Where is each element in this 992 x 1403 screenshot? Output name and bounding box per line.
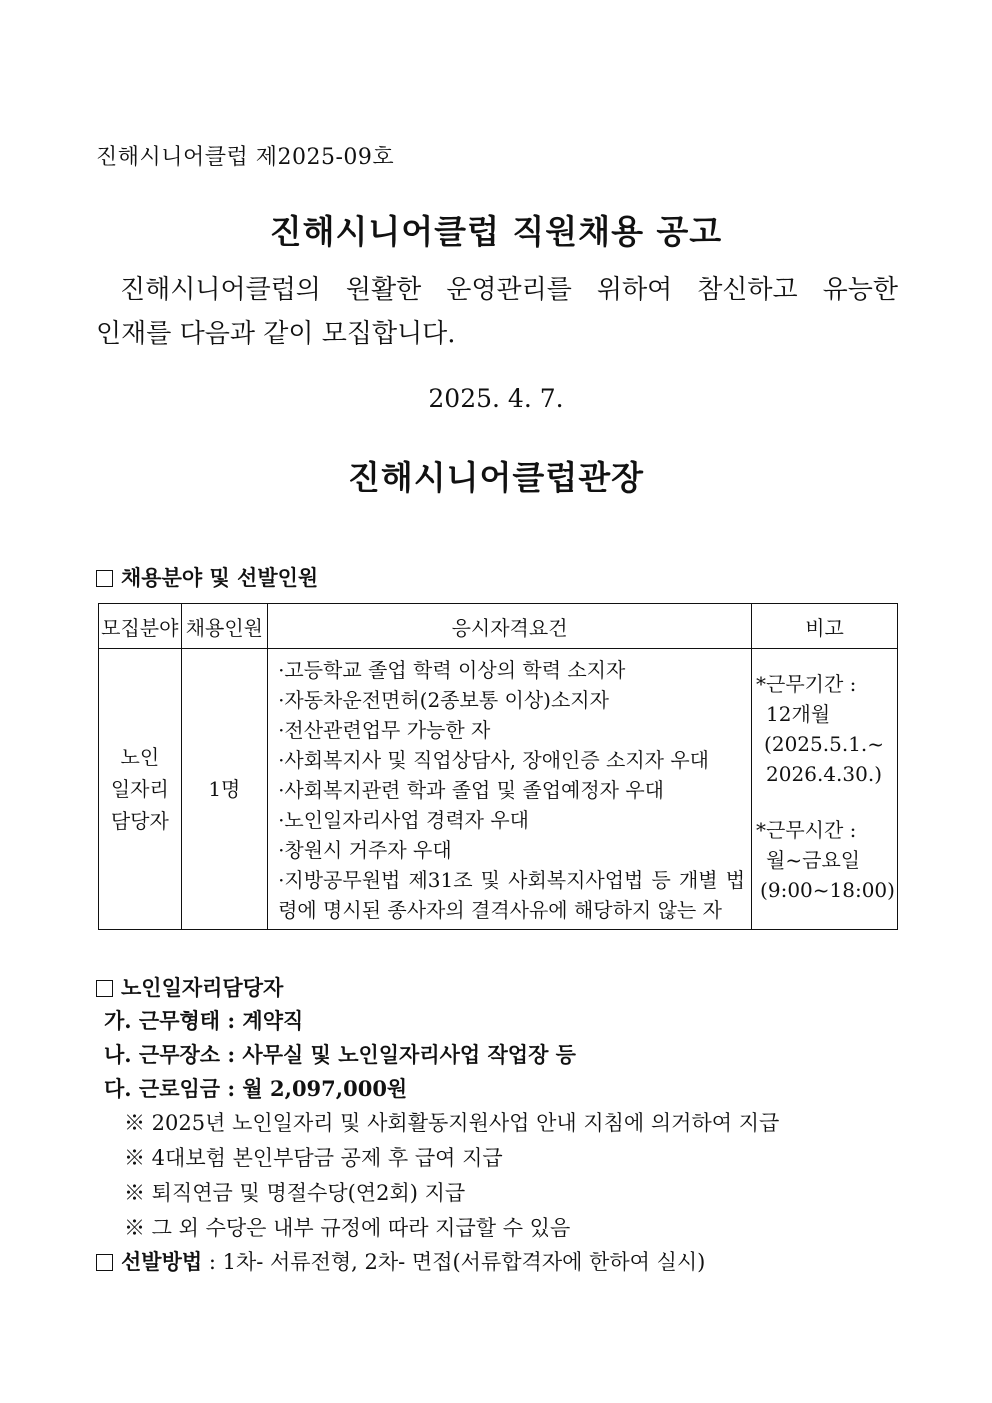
section-heading-text: 채용분야 및 선발인원 — [121, 565, 319, 590]
field-text: 노인 — [120, 745, 160, 769]
note-period-range: 2026.4.30.) — [766, 762, 882, 786]
note-period-range: (2025.5.1.~ — [764, 732, 885, 756]
requirements-cell — [268, 649, 752, 930]
table-header-cell: 모집분야 — [99, 604, 182, 649]
intro-line-1: 진해시니어클럽의 원활한 운영관리를 위하여 참신하고 유능한 — [120, 275, 898, 305]
requirement-item: ·노인일자리사업 경력자 우대 — [278, 808, 529, 832]
section-heading-recruitment — [96, 562, 318, 592]
table-row — [99, 649, 898, 930]
section-heading-job — [96, 972, 283, 1002]
table-header-cell: 채용인원 — [181, 604, 267, 649]
checkbox-square-icon — [96, 1254, 113, 1271]
job-detail-item: 가. 근무형태 : 계약직 — [104, 1008, 304, 1033]
requirement-item: ·창원시 거주자 우대 — [278, 838, 452, 862]
requirement-item: ·고등학교 졸업 학력 이상의 학력 소지자 — [278, 658, 626, 682]
wage-note: ※ 2025년 노인일자리 및 사회활동지원사업 안내 지침에 의거하여 지급 — [124, 1111, 780, 1135]
section-heading-text: 노인일자리담당자 — [121, 975, 284, 1000]
requirement-item: ·사회복지관련 학과 졸업 및 졸업예정자 우대 — [278, 778, 664, 802]
requirement-item: ·사회복지사 및 직업상담사, 장애인증 소지자 우대 — [278, 748, 709, 772]
note-hours-label: *근무시간 : — [756, 818, 857, 842]
notes-cell — [752, 649, 898, 930]
requirement-item: ·자동차운전면허(2종보통 이상)소지자 — [278, 688, 609, 712]
checkbox-square-icon — [96, 570, 113, 587]
selection-heading — [96, 1249, 202, 1274]
job-detail-item: 다. 근로임금 : 월 2,097,000원 — [104, 1076, 408, 1101]
note-hours-days: 월~금요일 — [766, 848, 861, 872]
count-cell: 1명 — [181, 649, 267, 930]
note-period-value: 12개월 — [766, 702, 831, 726]
field-text: 담당자 — [110, 809, 169, 833]
intro-paragraph — [96, 268, 898, 356]
checkbox-square-icon — [96, 980, 113, 997]
document-number: 진해시니어클럽 제2025-09호 — [96, 145, 395, 170]
issuer-name: 진해시니어클럽관장 — [348, 458, 644, 497]
selection-method — [96, 1246, 705, 1276]
job-details-list — [104, 1004, 576, 1106]
recruitment-table — [98, 603, 898, 930]
announcement-date: 2025. 4. 7. — [428, 384, 564, 413]
wage-notes-list — [124, 1106, 779, 1246]
spacer — [756, 789, 895, 815]
table-header-cell: 응시자격요건 — [268, 604, 752, 649]
requirement-item: ·전산관련업무 가능한 자 — [278, 718, 491, 742]
table-header-cell: 비고 — [752, 604, 898, 649]
selection-text: : 1차- 서류전형, 2차- 면접(서류합격자에 한하여 실시) — [202, 1250, 706, 1274]
requirement-item: ·지방공무원법 제31조 및 사회복지사업법 등 개별 법령에 명시된 종사자의 결격사유에 해당하지 않는 자 — [278, 868, 746, 922]
note-period-label: *근무기간 : — [756, 672, 857, 696]
wage-note: ※ 그 외 수당은 내부 규정에 따라 지급할 수 있음 — [124, 1216, 571, 1240]
wage-note: ※ 퇴직연금 및 명절수당(연2회) 지급 — [124, 1181, 466, 1205]
intro-line-2: 인재를 다음과 같이 모집합니다. — [96, 319, 456, 349]
field-text: 일자리 — [110, 777, 169, 801]
page-title: 진해시니어클럽 직원채용 공고 — [269, 212, 723, 251]
field-cell — [99, 649, 182, 930]
job-detail-item: 나. 근무장소 : 사무실 및 노인일자리사업 작업장 등 — [104, 1042, 576, 1067]
table-header-row — [99, 604, 898, 649]
selection-label: 선발방법 — [121, 1249, 203, 1274]
note-hours-time: (9:00~18:00) — [760, 878, 895, 902]
wage-note: ※ 4대보험 본인부담금 공제 후 급여 지급 — [124, 1146, 503, 1170]
